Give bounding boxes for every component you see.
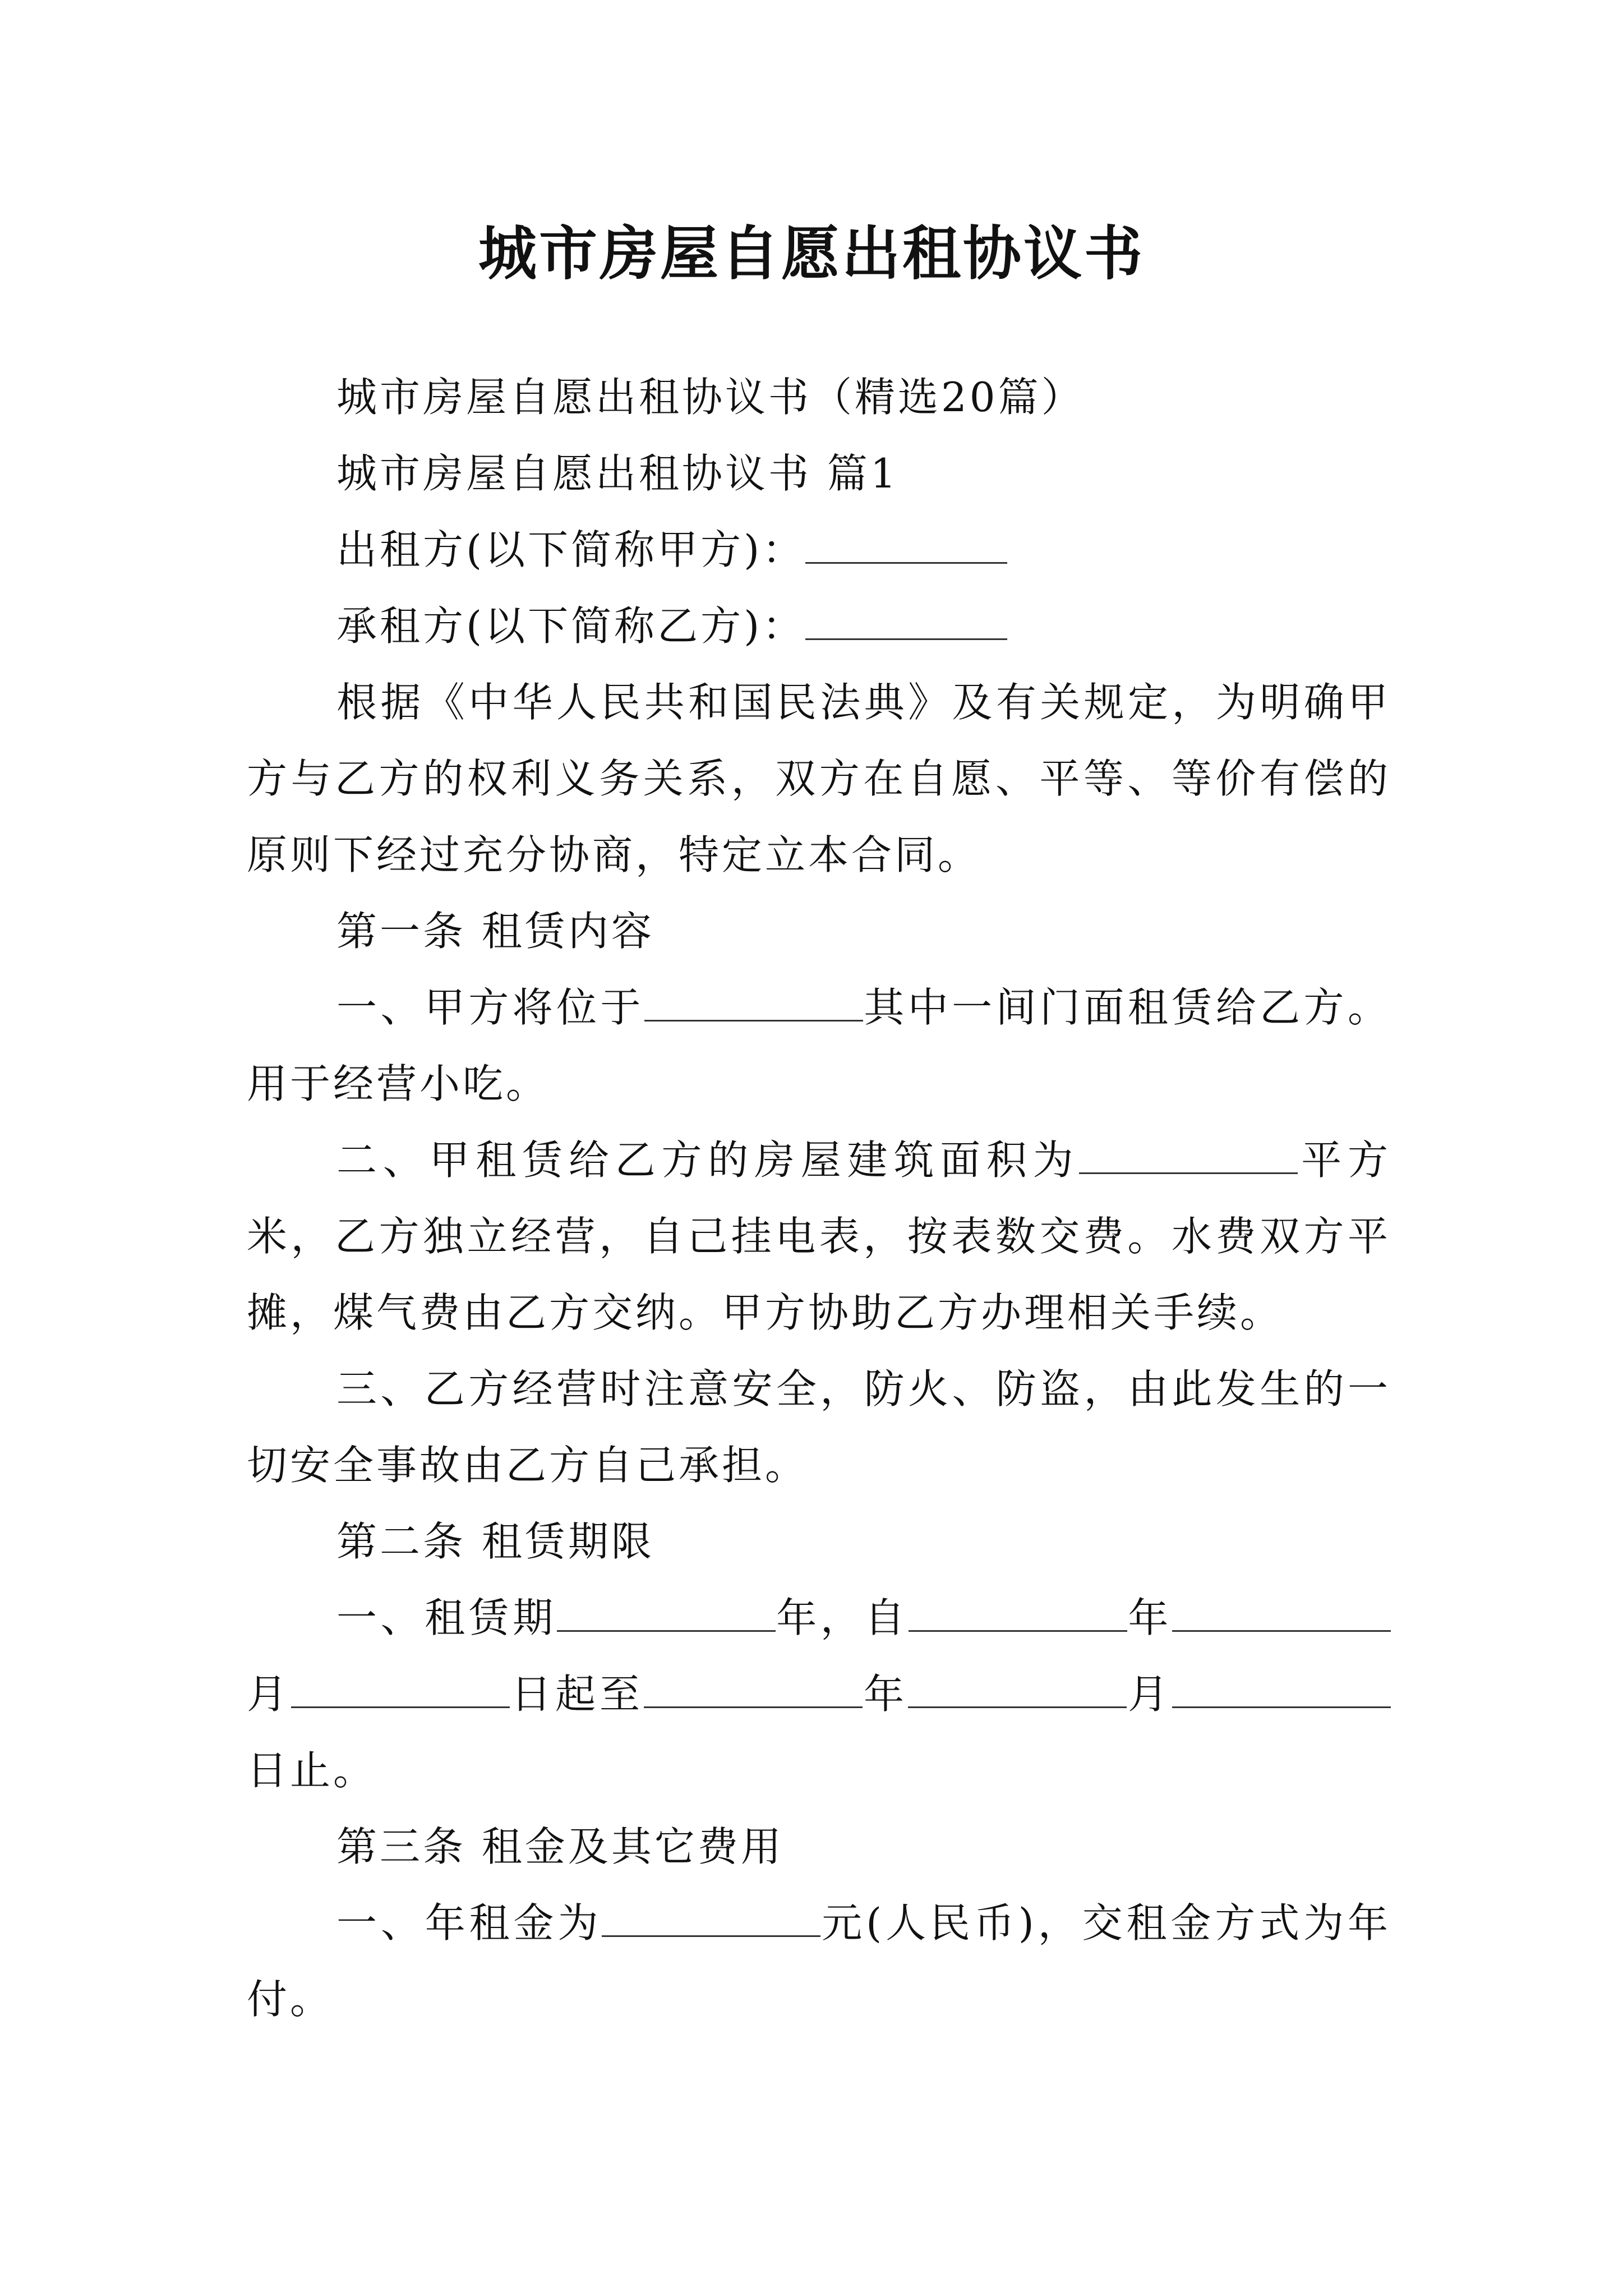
- lessee-blank: [805, 600, 1007, 640]
- area-blank: [1079, 1134, 1298, 1174]
- start-month-unit: 月: [247, 1671, 291, 1718]
- start-month-blank: [1172, 1592, 1391, 1632]
- article1-item3: 三、乙方经营时注意安全，防火、防盗，由此发生的一切安全事故由乙方自己承担。: [247, 1365, 1391, 1489]
- annual-rent-blank: [602, 1897, 820, 1937]
- annual-rent-text: 元(人民币)，交租金方式为年付。: [247, 1899, 1391, 2023]
- lease-until-label: 日起至: [510, 1671, 644, 1718]
- lease-end-label: 日止。: [247, 1747, 377, 1794]
- article2-item1: [247, 1580, 1391, 1809]
- end-year-blank: [644, 1668, 863, 1708]
- lessee-line: [247, 588, 1391, 664]
- article1-item2-text-b: 平方米，乙方独立经营，自己挂电表，按表数交费。水费双方平摊，煤气费由乙方交纳。甲方协助乙方办理相关手续。: [247, 1137, 1391, 1336]
- lessor-label: 出租方(以下简称甲方)：: [336, 526, 806, 573]
- lessor-blank: [805, 524, 1007, 564]
- lessee-label: 承租方(以下简称乙方)：: [336, 602, 806, 650]
- end-day-blank: [1172, 1668, 1391, 1708]
- article1-item2: [247, 1122, 1391, 1351]
- preamble: 根据《中华人民共和国民法典》及有关规定，为明确甲方与乙方的权利义务关系，双方在自愿、平等、等价有偿的原则下经过充分协商，特定立本合同。: [247, 679, 1391, 878]
- article3-item1: [247, 1885, 1391, 2037]
- article1-heading: 第一条 租赁内容: [336, 908, 654, 955]
- start-year-blank: [909, 1592, 1127, 1632]
- end-month-unit: 月: [1126, 1671, 1172, 1718]
- lease-from-label: 年，自: [775, 1594, 909, 1641]
- section-heading: 城市房屋自愿出租协议书 篇1: [336, 450, 899, 497]
- article3-heading: 第三条 租金及其它费用: [336, 1823, 784, 1870]
- lease-years-blank: [557, 1592, 776, 1632]
- lessor-line: [247, 512, 1391, 588]
- article1-item2-text-a: 二、甲租赁给乙方的房屋建筑面积为: [336, 1137, 1080, 1184]
- document-body: [247, 359, 1391, 2037]
- end-year-unit: 年: [862, 1671, 908, 1718]
- article1-item1: [247, 969, 1391, 1122]
- document-title: 城市房屋自愿出租协议书: [478, 219, 1145, 288]
- article1-item1-text-b: 其中一间门面租赁给乙方。用于经营小吃。: [247, 984, 1391, 1107]
- start-year-unit: 年: [1127, 1594, 1172, 1641]
- annual-rent-label: 一、年租金为: [336, 1899, 602, 1947]
- lease-term-label: 一、租赁期: [336, 1594, 557, 1641]
- article1-item1-text-a: 一、甲方将位于: [336, 984, 644, 1031]
- location-blank: [644, 982, 863, 1022]
- article2-heading: 第二条 租赁期限: [336, 1518, 654, 1565]
- subtitle: 城市房屋自愿出租协议书（精选20篇）: [336, 374, 1085, 421]
- start-day-blank: [291, 1668, 510, 1708]
- end-month-blank: [908, 1668, 1127, 1708]
